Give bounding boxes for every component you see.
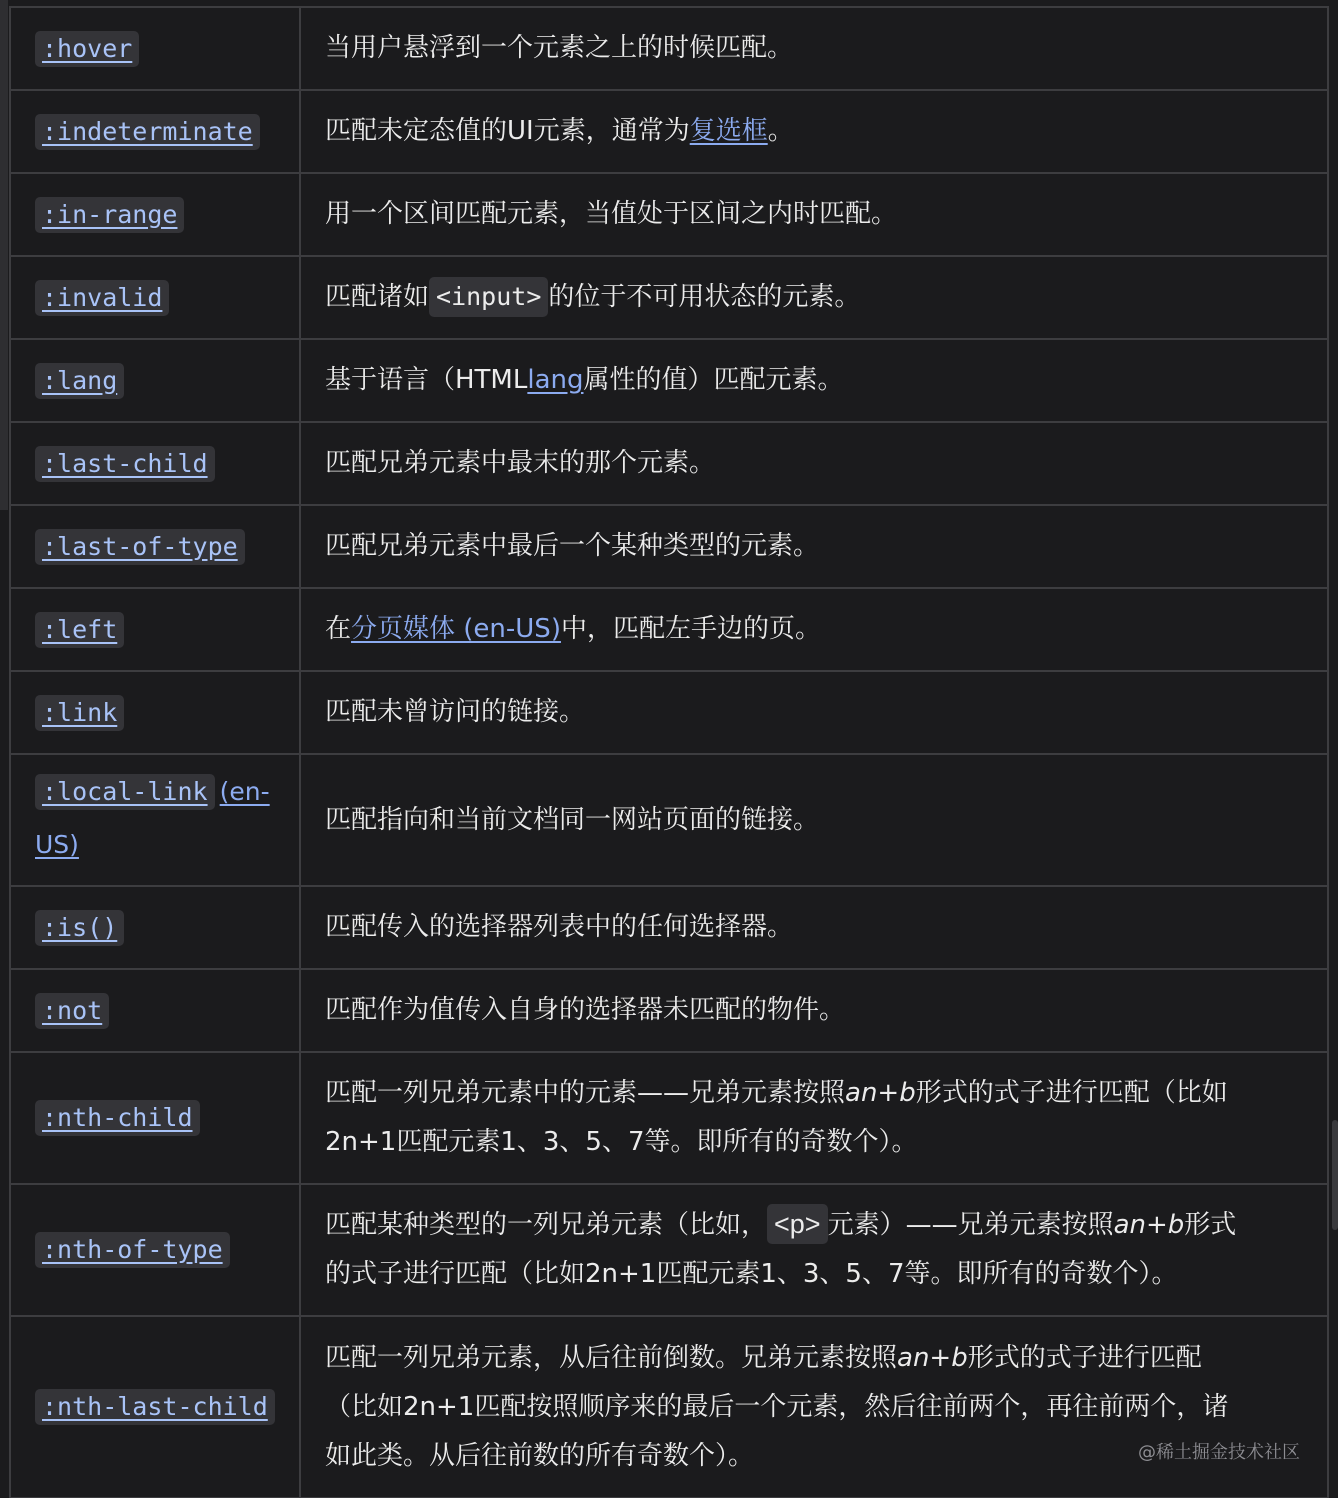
- selector-cell: [10, 505, 300, 588]
- paged-media-link[interactable]: 分页媒体 (en-US): [351, 614, 561, 644]
- selector-link[interactable]: :indeterminate: [35, 114, 260, 150]
- selector-cell: [10, 7, 300, 90]
- selector-cell: [10, 969, 300, 1052]
- selector-cell: [10, 339, 300, 422]
- selector-cell: [10, 1316, 300, 1498]
- formula-text: an+b: [897, 1342, 968, 1373]
- table-row: [10, 256, 1328, 339]
- en-us-link[interactable]: US): [35, 830, 79, 859]
- selector-link[interactable]: :in-range: [35, 197, 184, 233]
- selector-link[interactable]: :invalid: [35, 280, 169, 316]
- left-scroll-edge: [0, 0, 8, 510]
- description-text: 基于语言（HTML: [325, 365, 528, 395]
- formula-text: an+b: [845, 1078, 916, 1108]
- selector-link[interactable]: :hover: [35, 31, 139, 67]
- description-cell: 用一个区间匹配元素，当值处于区间之内时匹配。: [300, 173, 1328, 256]
- table-row: [10, 1052, 1328, 1184]
- description-cell: [300, 256, 1328, 339]
- description-cell: [300, 339, 1328, 422]
- description-text: 形式的式子进行匹配: [967, 1342, 1202, 1373]
- description-cell: 当用户悬浮到一个元素之上的时候匹配。: [300, 7, 1328, 90]
- selector-link[interactable]: :nth-child: [35, 1100, 200, 1136]
- description-text: 属性的值）匹配元素。: [583, 365, 844, 395]
- selector-link[interactable]: :not: [35, 993, 109, 1029]
- selector-link[interactable]: :last-child: [35, 446, 215, 482]
- selector-cell: [10, 422, 300, 505]
- selector-link[interactable]: :last-of-type: [35, 529, 245, 565]
- description-cell: [300, 1316, 1328, 1498]
- inline-code: <p>: [767, 1204, 828, 1244]
- selector-wrap: [35, 767, 299, 873]
- description-text: 形式的式子进行匹配（比如: [915, 1078, 1228, 1108]
- description-cell: [300, 90, 1328, 173]
- formula-text: an+b: [1113, 1210, 1185, 1240]
- table-row: [10, 505, 1328, 588]
- description-text: 的位于不可用状态的元素。: [548, 282, 861, 312]
- selector-link[interactable]: :left: [35, 612, 124, 648]
- selector-cell: [10, 754, 300, 886]
- selector-cell: [10, 886, 300, 969]
- watermark: @稀土掘金技术社区: [1138, 1442, 1300, 1463]
- checkbox-link[interactable]: 复选框: [689, 116, 768, 146]
- selector-cell: [10, 671, 300, 754]
- table-row: [10, 969, 1328, 1052]
- description-text: 匹配未定态值的UI元素，通常为: [325, 116, 690, 146]
- scrollbar-thumb[interactable]: [1332, 1120, 1338, 1230]
- inline-code: <input>: [429, 277, 548, 317]
- selector-link[interactable]: :lang: [35, 363, 124, 399]
- selector-link[interactable]: :local-link: [35, 774, 215, 810]
- description-cell: 匹配传入的选择器列表中的任何选择器。: [300, 886, 1328, 969]
- selector-cell: [10, 1184, 300, 1316]
- description-text: 匹配诸如: [325, 282, 430, 312]
- description-cell: 匹配兄弟元素中最后一个某种类型的元素。: [300, 505, 1328, 588]
- selector-cell: [10, 173, 300, 256]
- description-text: 2n+1匹配元素1、3、5、7等。即所有的奇数个）。: [325, 1127, 918, 1157]
- selector-cell: [10, 256, 300, 339]
- table-row: [10, 339, 1328, 422]
- description-text: （比如2n+1匹配按照顺序来的最后一个元素，然后往前两个，再往前两个，诸: [325, 1391, 1229, 1422]
- pseudo-class-table: [9, 6, 1329, 1498]
- description-text: 匹配一列兄弟元素，从后往前倒数。兄弟元素按照: [325, 1342, 898, 1373]
- description-text: 匹配一列兄弟元素中的元素——兄弟元素按照: [325, 1078, 846, 1108]
- description-text: 中，匹配左手边的页。: [560, 614, 821, 644]
- description-cell: [300, 1052, 1328, 1184]
- description-text: 元素）——兄弟元素按照: [827, 1210, 1114, 1240]
- description-text: 匹配某种类型的一列兄弟元素（比如，: [325, 1210, 768, 1240]
- selector-cell: [10, 1052, 300, 1184]
- description-cell: 匹配兄弟元素中最末的那个元素。: [300, 422, 1328, 505]
- description-cell: 匹配作为值传入自身的选择器未匹配的物件。: [300, 969, 1328, 1052]
- selector-link[interactable]: :link: [35, 695, 124, 731]
- description-cell: 匹配指向和当前文档同一网站页面的链接。: [300, 754, 1328, 886]
- selector-link[interactable]: :nth-of-type: [35, 1232, 230, 1268]
- selector-cell: [10, 90, 300, 173]
- description-text: 如此类。从后往前数的所有奇数个）。: [325, 1440, 755, 1471]
- table-row: [10, 90, 1328, 173]
- description-cell: [300, 1184, 1328, 1316]
- description-cell: 匹配未曾访问的链接。: [300, 671, 1328, 754]
- table-row: [10, 671, 1328, 754]
- table-row: [10, 422, 1328, 505]
- table-row: [10, 754, 1328, 886]
- table-row: [10, 7, 1328, 90]
- selector-cell: [10, 588, 300, 671]
- description-text: 。: [767, 116, 794, 146]
- table-row: [10, 1316, 1328, 1498]
- table-row: [10, 588, 1328, 671]
- table-row: [10, 886, 1328, 969]
- table-row: [10, 173, 1328, 256]
- selector-link[interactable]: :is(): [35, 910, 124, 946]
- lang-attribute-link[interactable]: lang: [527, 365, 584, 395]
- description-text: 在: [325, 614, 352, 644]
- selector-link[interactable]: :nth-last-child: [35, 1389, 275, 1425]
- description-text: 的式子进行匹配（比如2n+1匹配元素1、3、5、7等。即所有的奇数个）。: [325, 1259, 1178, 1289]
- table-row: [10, 1184, 1328, 1316]
- description-text: 形式: [1184, 1210, 1237, 1240]
- description-cell: [300, 588, 1328, 671]
- en-us-link[interactable]: (en-: [219, 777, 270, 806]
